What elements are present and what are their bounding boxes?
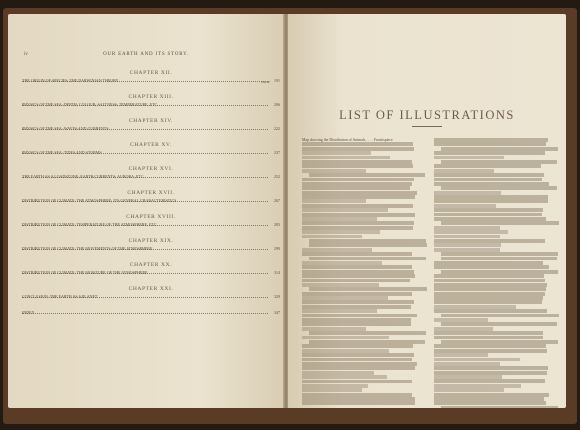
illustration-entry-line: [302, 248, 372, 252]
illustration-entry-line: [302, 380, 412, 384]
chapter-page: 252: [274, 174, 280, 179]
illustration-entry-line: [434, 195, 548, 199]
illustration-entry-line: [434, 182, 549, 186]
illustration-entry-line: [434, 375, 502, 379]
illustration-entry-line: [302, 318, 411, 322]
illustration-entry-line: [302, 393, 412, 397]
illustration-entry-line: [434, 388, 504, 392]
illustration-entry-line: [434, 305, 516, 309]
chapter-page: 314: [274, 270, 280, 275]
illustration-entry-line: [434, 191, 501, 195]
chapter-page: 283: [274, 222, 280, 227]
illustration-entry-line: [434, 349, 547, 353]
illustration-entry-line: [434, 401, 546, 405]
illustration-entry-line: [302, 292, 412, 296]
index-label: INDEX: [22, 310, 35, 315]
illustration-entry-line: [434, 292, 545, 296]
illustration-entry-line: [302, 230, 380, 234]
index-entry: [22, 308, 280, 315]
illustration-entry-line: [434, 217, 546, 221]
illustration-entry-line: [309, 287, 427, 291]
illustration-entry-line: [434, 208, 543, 212]
illustration-entry-line: [434, 199, 548, 203]
illustration-entry-line: [302, 401, 415, 405]
chapter-entry: [22, 238, 280, 251]
chapter-page: 206: [274, 102, 280, 107]
illustration-entry-line: [434, 279, 545, 283]
illustration-entry-line: [302, 169, 366, 173]
illustration-entry-line: [302, 191, 417, 195]
list-of-illustrations-title: LIST OF ILLUSTRATIONS: [339, 108, 515, 122]
illustration-entry-line: [302, 151, 371, 155]
chapter-title: DISTRIBUTION OF CLIMATE: TEMPERATURE OF THE ATMOSPHERE, ETC.: [22, 222, 158, 227]
illustration-entry-line: [434, 283, 547, 287]
illustration-entry-line: [434, 173, 544, 177]
illustration-entry-line: [434, 151, 545, 155]
chapter-title: THE EARTH AS A LOADSTONE: EARTH CURRENTS; AURORA, ETC.: [22, 174, 145, 179]
chapter-title: DISTRIBUTION OF CLIMATE: THE MOVEMENTS OF THE ATMOSPHERE: [22, 246, 153, 251]
illustration-entry-line: [302, 195, 415, 199]
chapter-heading: CHAPTER XV.: [130, 142, 172, 148]
illustration-entry-line: [441, 221, 559, 225]
chapter-heading: CHAPTER XVII.: [127, 190, 175, 196]
chapter-heading: CHAPTER XVIII.: [126, 214, 176, 220]
illustration-entry-line: [302, 309, 377, 313]
chapter-entry: [22, 142, 280, 155]
illustration-entry-line: [302, 384, 368, 388]
page-number: iv: [24, 52, 28, 57]
illustration-entry-line: [302, 156, 390, 160]
illustration-entry-line: [309, 331, 426, 335]
illustration-entry-line: [302, 221, 414, 225]
chapter-page: 237: [274, 150, 280, 155]
illustration-entry-line: [434, 226, 500, 230]
illustration-entry-line: [434, 239, 545, 243]
chapter-heading: CHAPTER XIX.: [128, 238, 174, 244]
illustration-entry-line: [434, 296, 543, 300]
illustration-entry-line: [441, 314, 559, 318]
illustration-entry-line: [434, 362, 500, 366]
illustration-entry-line: [434, 213, 542, 217]
illustration-entry-line: [302, 375, 387, 379]
illustration-entry-line: [302, 142, 413, 146]
illustration-entry-line: [302, 226, 413, 230]
illustration-entry-line: [441, 147, 557, 151]
illustration-entry-line: [434, 371, 547, 375]
illustration-entry-line: [302, 213, 415, 217]
illustration-entry-line: [302, 235, 362, 239]
chapter-title: PHYSICS OF THE SEA: DEPTH; COLOUR; SALTNESS; TEMPERATURE, ETC.: [22, 102, 159, 107]
illustration-entry-line: [302, 349, 389, 353]
illustration-entry-line: [302, 300, 414, 304]
chapter-entry: [22, 94, 280, 107]
illustration-entry-line: [302, 217, 377, 221]
illustration-entry-line: [302, 388, 362, 392]
illustration-entry-line: [434, 235, 500, 239]
illustration-entry-line: [441, 186, 557, 190]
illustration-entry-line: [441, 270, 558, 274]
illustration-entry-line: [302, 279, 410, 283]
chapter-page: 267: [274, 198, 280, 203]
illustration-entry-line: [441, 322, 557, 326]
chapter-heading: CHAPTER XX.: [129, 262, 173, 268]
illustration-entry-line: [302, 265, 412, 269]
chapter-heading: CHAPTER XXI.: [128, 286, 174, 292]
illustration-entry-line: [434, 336, 543, 340]
illustration-entry-line: [302, 208, 388, 212]
illustration-entry-line: [434, 384, 521, 388]
illustration-entry-line: [302, 314, 417, 318]
illustration-entry-line: [309, 243, 427, 247]
illustration-entry-line: [434, 204, 496, 208]
illustration-entry-line: [434, 353, 488, 357]
chapter-title: PHYSICS OF THE SEA: TIDES AND STORMS: [22, 150, 102, 155]
chapter-entry: [22, 70, 280, 83]
chapter-entry: [22, 262, 280, 275]
illustration-entry-line: [434, 379, 545, 383]
illustration-entry-line: [302, 296, 388, 300]
chapter-page: 191: [274, 78, 280, 83]
illustrations-column-right: [434, 138, 552, 408]
illustration-entry-line: [441, 406, 558, 408]
illustration-entry-line: [434, 366, 548, 370]
illustration-entry-line: [434, 156, 504, 160]
chapter-entry: [22, 286, 280, 299]
illustration-entry-line: [302, 186, 410, 190]
illustration-entry-line: [434, 178, 542, 182]
illustration-entry-line: [302, 327, 366, 331]
illustration-entry-line: [302, 397, 415, 401]
chapter-title: DISTRIBUTION OF CLIMATE: THE ATMOSPHERE; ITS GENERAL CHARACTERISTICS: [22, 198, 177, 203]
chapter-title: DISTRIBUTION OF CLIMATE: THE MOISTURE OF THE ATMOSPHERE: [22, 270, 148, 275]
illustration-entry-line: [309, 239, 426, 243]
illustration-entry-line: [434, 300, 542, 304]
illustration-entry-line: [302, 270, 414, 274]
illustration-entry-line: [434, 309, 547, 313]
illustration-entry-line: [434, 138, 548, 142]
title-rule: [412, 126, 442, 127]
illustration-entry-line: [302, 353, 414, 357]
index-page: 347: [274, 310, 280, 315]
illustration-entry-line: [434, 344, 546, 348]
illustration-entry-line: [309, 257, 426, 261]
illustration-entry-line: [302, 362, 417, 366]
illustration-entry-line: [434, 169, 494, 173]
illustration-entry-line: [302, 358, 412, 362]
illustration-entry-line: [434, 248, 500, 252]
illustration-entry-line: [434, 318, 488, 322]
illustration-entry-line: [434, 393, 549, 397]
illustration-entry: Map showing the Distribution of Animals . . . . Frontispiece: [302, 138, 393, 142]
illustration-entry-line: [434, 287, 546, 291]
illustration-entry-line: [302, 366, 415, 370]
illustration-entry-line: [441, 340, 558, 344]
illustration-entry-line: [302, 182, 412, 186]
illustration-entry-line: [434, 243, 501, 247]
illustration-entry-line: [302, 199, 366, 203]
illustration-entry-line: [302, 160, 412, 164]
illustration-entry-line: [302, 305, 411, 309]
running-head: OUR EARTH AND ITS STORY.: [103, 52, 189, 57]
illustration-entry-line: [441, 160, 557, 164]
chapter-page: 299: [274, 246, 280, 251]
chapter-page: 329: [274, 294, 280, 299]
illustration-entry-line: [309, 173, 425, 177]
chapter-entry: [22, 214, 280, 227]
chapter-heading: CHAPTER XIII.: [128, 94, 174, 100]
illustration-entry-line: [434, 397, 544, 401]
chapter-entry: [22, 118, 280, 131]
chapter-title: THE ORIGIN OF SPECIES; THE DARWINIAN THEORY: [22, 78, 119, 83]
illustration-entry-line: [434, 265, 549, 269]
page-column-header: PAGE: [261, 80, 270, 84]
illustration-entry-line: [441, 252, 558, 256]
chapter-heading: CHAPTER XIV.: [128, 118, 174, 124]
illustration-entry-line: [302, 147, 414, 151]
illustration-entry-line: [434, 164, 541, 168]
chapter-heading: CHAPTER XVI.: [128, 166, 174, 172]
chapter-title: PHYSICS OF THE SEA: WAVES AND CURRENTS: [22, 126, 109, 131]
illustration-entry-line: [434, 261, 543, 265]
chapter-heading: CHAPTER XII.: [129, 70, 173, 76]
chapter-entry: [22, 190, 280, 203]
illustration-entry-line: [302, 371, 374, 375]
left-page: [8, 14, 284, 408]
illustration-entry-line: [302, 336, 389, 340]
illustration-entry-line: [434, 358, 520, 362]
illustration-entry-line: [302, 344, 413, 348]
illustration-entry-line: [302, 164, 413, 168]
illustration-entry-line: [302, 252, 412, 256]
illustration-entry-line: [434, 142, 546, 146]
illustrations-column-left: [302, 138, 420, 406]
illustration-entry-line: [302, 204, 413, 208]
illustration-entry-line: [302, 261, 382, 265]
illustration-entry-line: [434, 230, 508, 234]
chapter-entry: [22, 166, 280, 179]
illustration-entry-line: [434, 327, 493, 331]
illustration-entry-line: [302, 178, 414, 182]
illustration-entry-line: [302, 322, 411, 326]
chapter-title: CONCLUSION: THE EARTH AS A PLANET: [22, 294, 98, 299]
chapter-page: 222: [274, 126, 280, 131]
illustration-entry-line: [309, 340, 425, 344]
illustration-entry-line: [434, 331, 543, 335]
illustration-entry-line: [302, 274, 415, 278]
illustration-entry-line: [302, 283, 379, 287]
right-page: [288, 14, 566, 408]
illustration-entry-line: [441, 257, 557, 261]
illustration-entry-line: [434, 274, 544, 278]
